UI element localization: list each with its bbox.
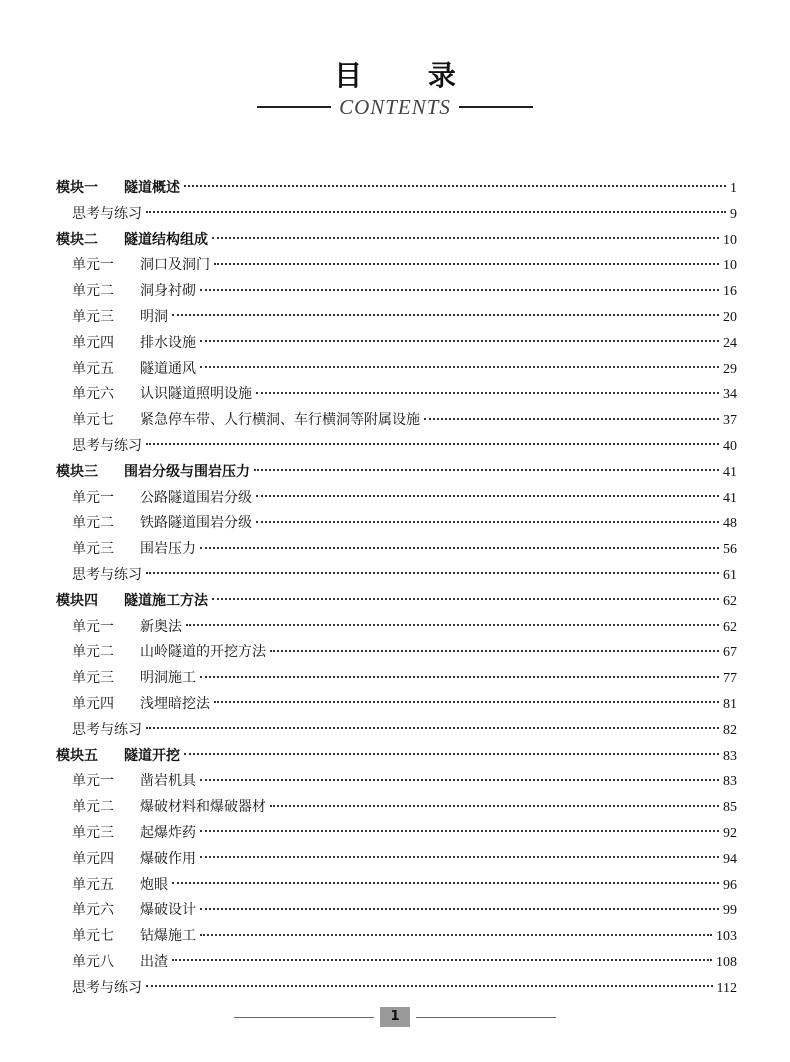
toc-entry-page-number: 112	[716, 980, 737, 996]
toc-entry-unit[interactable]	[56, 253, 737, 279]
toc-entry-unit[interactable]	[56, 305, 737, 331]
toc-entry-label: 单元二	[72, 799, 114, 816]
toc-entry-unit[interactable]	[56, 821, 737, 847]
toc-entry-page-number: 83	[723, 748, 737, 764]
toc-entry-title: 新奥法	[140, 618, 182, 635]
toc-entry-module[interactable]	[56, 228, 737, 254]
toc-entry-exercise[interactable]	[56, 563, 737, 589]
toc-entry-title: 爆破材料和爆破器材	[140, 799, 266, 816]
toc-entry-label: 模块四	[56, 592, 98, 609]
dot-leader	[424, 417, 719, 420]
toc-entry-unit[interactable]	[56, 511, 737, 537]
page-title: 目 录	[334, 59, 484, 92]
toc-entry-page-number: 99	[723, 903, 737, 919]
dot-leader	[146, 210, 726, 213]
toc-entry-label: 单元三	[72, 308, 114, 325]
toc-entry-title: 隧道概述	[124, 180, 180, 196]
dot-leader	[212, 236, 719, 239]
toc-entry-unit[interactable]	[56, 924, 737, 950]
dot-leader	[214, 262, 719, 265]
toc-entry-label: 模块五	[56, 747, 98, 764]
toc-entry-label: 模块一	[56, 180, 98, 196]
toc-entry-unit[interactable]	[56, 847, 737, 873]
dot-leader	[200, 907, 719, 910]
toc-entry-module[interactable]	[56, 176, 737, 202]
toc-entry-title: 围岩压力	[140, 541, 196, 558]
toc-entry-page-number: 37	[723, 413, 737, 429]
footer-rule-right	[416, 1017, 556, 1018]
dot-leader	[270, 804, 719, 807]
toc-entry-label: 单元二	[72, 644, 114, 661]
toc-entry-title: 爆破作用	[140, 850, 196, 867]
dot-leader	[200, 855, 719, 858]
toc-entry-label: 单元三	[72, 824, 114, 841]
toc-entry-page-number: 20	[723, 309, 737, 325]
toc-entry-title: 思考与练习	[72, 721, 142, 738]
toc-entry-unit[interactable]	[56, 898, 737, 924]
dot-leader	[200, 778, 719, 781]
toc-entry-title: 思考与练习	[72, 979, 142, 996]
toc-entry-title: 隧道通风	[140, 360, 196, 377]
toc-entry-page-number: 9	[730, 206, 737, 222]
toc-entry-page-number: 108	[716, 954, 737, 970]
toc-entry-title: 铁路隧道围岩分级	[140, 515, 252, 532]
dot-leader	[200, 365, 719, 368]
toc-entry-label: 单元六	[72, 902, 114, 919]
toc-entry-label: 单元一	[72, 257, 114, 274]
dot-leader	[200, 829, 719, 832]
toc-entry-label: 单元六	[72, 386, 114, 403]
toc-entry-page-number: 85	[723, 800, 737, 816]
toc-entry-title: 洞身衬砌	[140, 283, 196, 300]
toc-entry-page-number: 83	[723, 774, 737, 790]
toc-entry-unit[interactable]	[56, 486, 737, 512]
toc-entry-unit[interactable]	[56, 331, 737, 357]
toc-entry-exercise[interactable]	[56, 718, 737, 744]
toc-entry-title: 思考与练习	[72, 205, 142, 222]
toc-entry-page-number: 24	[723, 335, 737, 351]
toc-entry-page-number: 10	[723, 232, 737, 248]
dot-leader	[254, 468, 719, 471]
toc-entry-page-number: 94	[723, 851, 737, 867]
toc-entry-page-number: 67	[723, 645, 737, 661]
toc-entry-unit[interactable]	[56, 666, 737, 692]
subtitle-rule-right	[459, 106, 533, 108]
toc-entry-title: 山岭隧道的开挖方法	[140, 644, 266, 661]
subtitle-row	[0, 94, 790, 120]
dot-leader	[146, 571, 719, 574]
toc-entry-page-number: 81	[723, 696, 737, 712]
toc-entry-page-number: 62	[723, 619, 737, 635]
dot-leader	[146, 442, 719, 445]
toc-entry-unit[interactable]	[56, 537, 737, 563]
toc-entry-unit[interactable]	[56, 692, 737, 718]
toc-entry-title: 思考与练习	[72, 437, 142, 454]
dot-leader	[186, 623, 719, 626]
toc-entry-page-number: 96	[723, 877, 737, 893]
dot-leader	[172, 958, 712, 961]
toc-entry-unit[interactable]	[56, 408, 737, 434]
toc-entry-title: 公路隧道围岩分级	[140, 489, 252, 506]
dot-leader	[256, 520, 719, 523]
dot-leader	[146, 726, 719, 729]
toc-entry-label: 单元五	[72, 876, 114, 893]
table-of-contents	[56, 176, 737, 1002]
toc-entry-label: 单元三	[72, 541, 114, 558]
page-number-badge: 1	[380, 1007, 410, 1027]
toc-entry-page-number: 77	[723, 671, 737, 687]
toc-entry-label: 单元五	[72, 360, 114, 377]
toc-entry-page-number: 62	[723, 593, 737, 609]
toc-entry-unit[interactable]	[56, 279, 737, 305]
toc-entry-title: 起爆炸药	[140, 824, 196, 841]
toc-entry-exercise[interactable]	[56, 202, 737, 228]
toc-entry-page-number: 29	[723, 361, 737, 377]
toc-entry-title: 浅埋暗挖法	[140, 695, 210, 712]
footer-rule-left	[234, 1017, 374, 1018]
toc-entry-title: 排水设施	[140, 334, 196, 351]
toc-entry-module[interactable]	[56, 744, 737, 770]
dot-leader	[212, 597, 719, 600]
toc-entry-page-number: 16	[723, 284, 737, 300]
toc-entry-label: 单元二	[72, 515, 114, 532]
dot-leader	[270, 649, 719, 652]
toc-entry-page-number: 41	[723, 490, 737, 506]
toc-entry-unit[interactable]	[56, 950, 737, 976]
toc-entry-label: 单元七	[72, 928, 114, 945]
dot-leader	[200, 339, 719, 342]
dot-leader	[172, 313, 719, 316]
dot-leader	[200, 675, 719, 678]
toc-entry-page-number: 48	[723, 516, 737, 532]
toc-entry-label: 单元七	[72, 412, 114, 429]
toc-entry-title: 爆破设计	[140, 902, 196, 919]
toc-entry-unit[interactable]	[56, 382, 737, 408]
toc-entry-page-number: 40	[723, 438, 737, 454]
toc-entry-title: 隧道施工方法	[124, 592, 208, 609]
toc-entry-title: 炮眼	[140, 876, 168, 893]
toc-entry-label: 模块二	[56, 231, 98, 248]
dot-leader	[256, 494, 719, 497]
dot-leader	[200, 546, 719, 549]
toc-entry-label: 单元四	[72, 850, 114, 867]
toc-entry-title: 洞口及洞门	[140, 257, 210, 274]
toc-entry-unit[interactable]	[56, 357, 737, 383]
toc-entry-exercise[interactable]	[56, 976, 737, 1002]
toc-entry-title: 钻爆施工	[140, 928, 196, 945]
toc-entry-page-number: 41	[723, 464, 737, 480]
dot-leader	[200, 933, 712, 936]
toc-entry-page-number: 103	[716, 929, 737, 945]
toc-entry-exercise[interactable]	[56, 434, 737, 460]
toc-entry-title: 紧急停车带、人行横洞、车行横洞等附属设施	[140, 412, 420, 429]
toc-entry-title: 明洞	[140, 308, 168, 325]
toc-entry-label: 单元八	[72, 953, 114, 970]
toc-entry-title: 隧道结构组成	[124, 231, 208, 248]
toc-entry-page-number: 82	[723, 722, 737, 738]
subtitle-rule-left	[257, 106, 331, 108]
dot-leader	[172, 881, 719, 884]
toc-entry-unit[interactable]	[56, 640, 737, 666]
toc-entry-title: 隧道开挖	[124, 747, 180, 764]
toc-entry-label: 模块三	[56, 463, 98, 480]
toc-entry-label: 单元一	[72, 618, 114, 635]
dot-leader	[214, 700, 719, 703]
dot-leader	[184, 184, 726, 187]
page-subtitle: CONTENTS	[339, 94, 451, 119]
toc-entry-title: 围岩分级与围岩压力	[124, 463, 250, 480]
toc-entry-label: 单元一	[72, 489, 114, 506]
toc-entry-module[interactable]	[56, 589, 737, 615]
toc-entry-label: 单元三	[72, 670, 114, 687]
toc-entry-title: 明洞施工	[140, 670, 196, 687]
toc-entry-label: 单元四	[72, 695, 114, 712]
page-footer	[0, 1005, 790, 1029]
toc-entry-unit[interactable]	[56, 769, 737, 795]
dot-leader	[200, 288, 719, 291]
toc-entry-page-number: 92	[723, 825, 737, 841]
toc-entry-label: 单元四	[72, 334, 114, 351]
toc-entry-unit[interactable]	[56, 873, 737, 899]
toc-entry-module[interactable]	[56, 460, 737, 486]
toc-entry-unit[interactable]	[56, 615, 737, 641]
toc-entry-title: 凿岩机具	[140, 773, 196, 790]
toc-entry-label: 单元一	[72, 773, 114, 790]
dot-leader	[184, 752, 719, 755]
toc-entry-title: 出渣	[140, 953, 168, 970]
toc-entry-title: 思考与练习	[72, 566, 142, 583]
dot-leader	[146, 984, 713, 987]
toc-entry-label: 单元二	[72, 283, 114, 300]
toc-entry-page-number: 10	[723, 258, 737, 274]
dot-leader	[256, 391, 719, 394]
toc-entry-unit[interactable]	[56, 795, 737, 821]
toc-entry-page-number: 56	[723, 542, 737, 558]
toc-entry-page-number: 61	[723, 567, 737, 583]
toc-entry-title: 认识隧道照明设施	[140, 386, 252, 403]
toc-entry-page-number: 1	[730, 181, 737, 196]
toc-entry-page-number: 34	[723, 387, 737, 403]
